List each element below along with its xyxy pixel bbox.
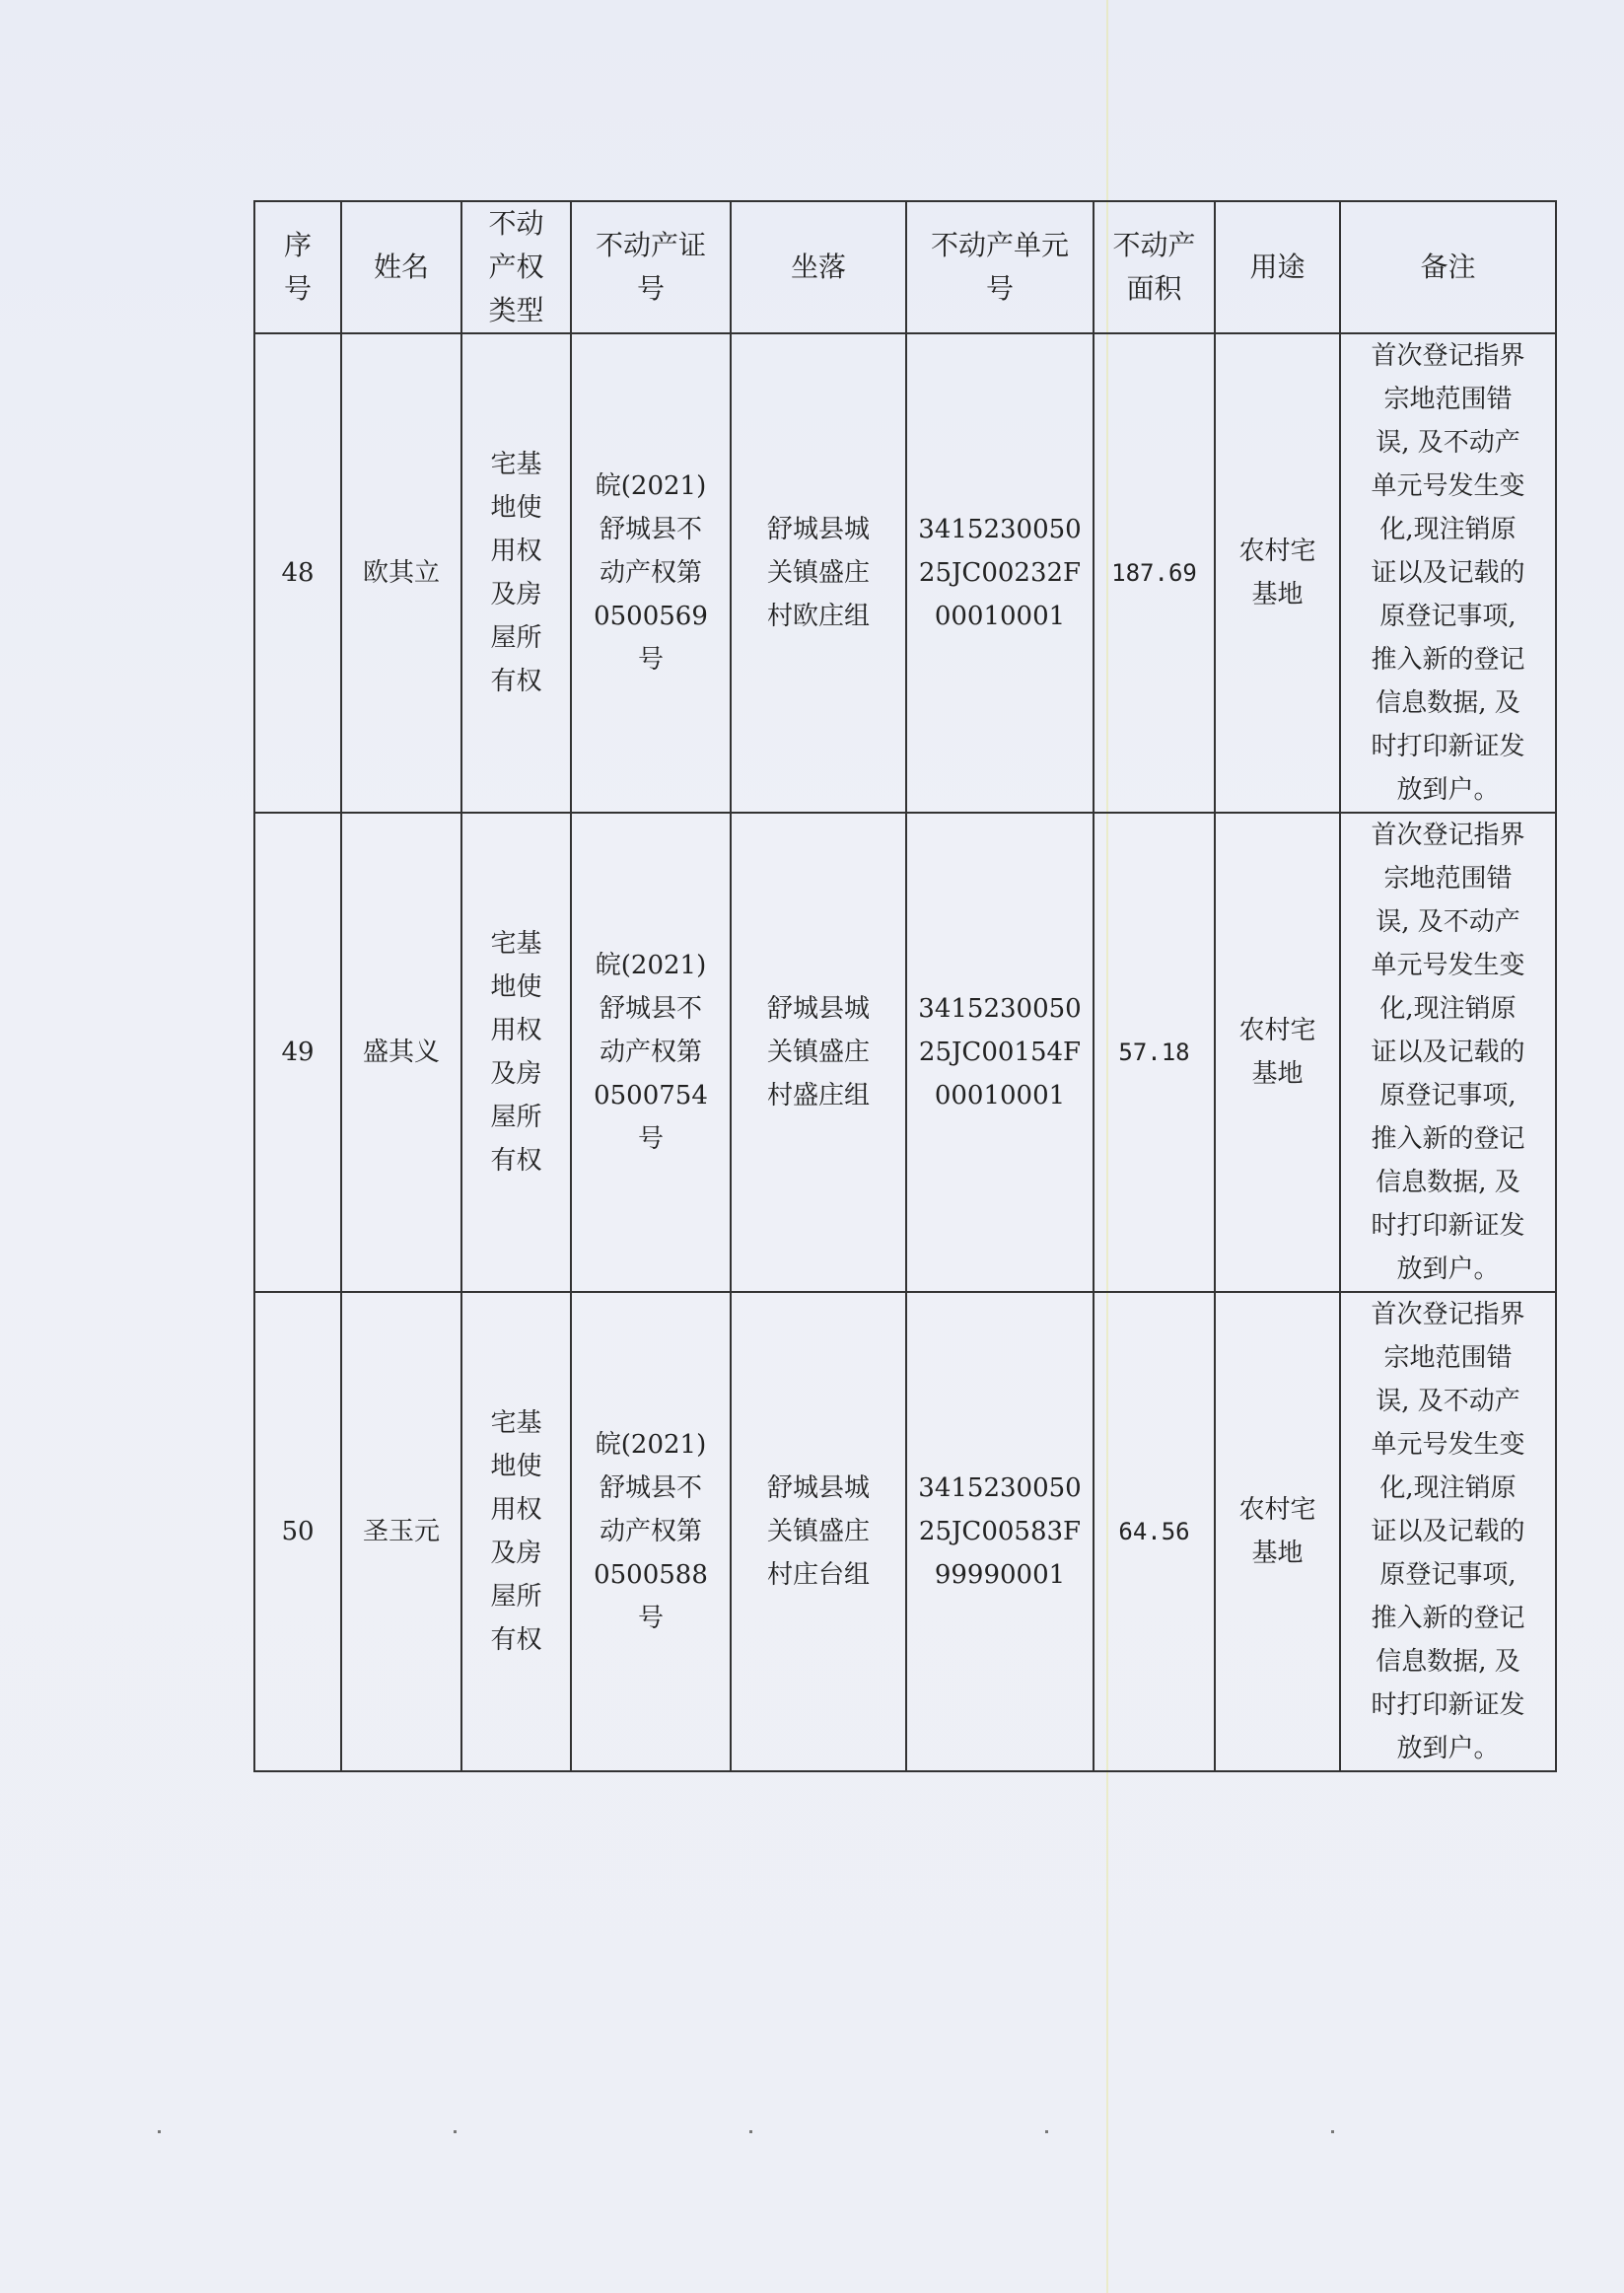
header-unit-no: 不动产单元 号 xyxy=(906,201,1094,333)
cell-unit-no: 3415230050 25JC00232F 00010001 xyxy=(906,333,1094,813)
cell-cert-no: 皖(2021) 舒城县不 动产权第 0500588 号 xyxy=(571,1292,731,1771)
scan-dust-marks xyxy=(0,2130,1624,2134)
cell-remarks: 首次登记指界 宗地范围错 误, 及不动产 单元号发生变 化,现注销原 证以及记载的 原登记事项, 推入新的登记 信息数据, 及 时打印新证发 放到户。 xyxy=(1340,1292,1556,1771)
table-header-row xyxy=(254,201,1556,333)
cell-location: 舒城县城 关镇盛庄 村庄台组 xyxy=(731,1292,906,1771)
cell-name: 盛其义 xyxy=(341,813,461,1292)
header-name: 姓名 xyxy=(341,201,461,333)
registration-table xyxy=(253,200,1557,1772)
cell-name: 圣玉元 xyxy=(341,1292,461,1771)
cell-name: 欧其立 xyxy=(341,333,461,813)
cell-seq: 50 xyxy=(254,1292,341,1771)
table-row xyxy=(254,813,1556,1292)
cell-remarks: 首次登记指界 宗地范围错 误, 及不动产 单元号发生变 化,现注销原 证以及记载的 原登记事项, 推入新的登记 信息数据, 及 时打印新证发 放到户。 xyxy=(1340,813,1556,1292)
cell-area: 187.69 xyxy=(1094,333,1215,813)
cell-right-type: 宅基 地使 用权 及房 屋所 有权 xyxy=(461,333,571,813)
header-remarks: 备注 xyxy=(1340,201,1556,333)
table-row xyxy=(254,333,1556,813)
cell-cert-no: 皖(2021) 舒城县不 动产权第 0500569 号 xyxy=(571,333,731,813)
cell-right-type: 宅基 地使 用权 及房 屋所 有权 xyxy=(461,1292,571,1771)
cell-location: 舒城县城 关镇盛庄 村盛庄组 xyxy=(731,813,906,1292)
cell-unit-no: 3415230050 25JC00154F 00010001 xyxy=(906,813,1094,1292)
header-location: 坐落 xyxy=(731,201,906,333)
cell-usage: 农村宅 基地 xyxy=(1215,1292,1340,1771)
cell-cert-no: 皖(2021) 舒城县不 动产权第 0500754 号 xyxy=(571,813,731,1292)
header-right-type: 不动 产权 类型 xyxy=(461,201,571,333)
cell-seq: 49 xyxy=(254,813,341,1292)
header-area: 不动产 面积 xyxy=(1094,201,1215,333)
table-row xyxy=(254,1292,1556,1771)
header-cert-no: 不动产证 号 xyxy=(571,201,731,333)
cell-unit-no: 3415230050 25JC00583F 99990001 xyxy=(906,1292,1094,1771)
cell-area: 57.18 xyxy=(1094,813,1215,1292)
cell-seq: 48 xyxy=(254,333,341,813)
cell-area: 64.56 xyxy=(1094,1292,1215,1771)
cell-location: 舒城县城 关镇盛庄 村欧庄组 xyxy=(731,333,906,813)
cell-remarks: 首次登记指界 宗地范围错 误, 及不动产 单元号发生变 化,现注销原 证以及记载的 原登记事项, 推入新的登记 信息数据, 及 时打印新证发 放到户。 xyxy=(1340,333,1556,813)
header-seq: 序 号 xyxy=(254,201,341,333)
header-usage: 用途 xyxy=(1215,201,1340,333)
cell-usage: 农村宅 基地 xyxy=(1215,333,1340,813)
cell-usage: 农村宅 基地 xyxy=(1215,813,1340,1292)
cell-right-type: 宅基 地使 用权 及房 屋所 有权 xyxy=(461,813,571,1292)
